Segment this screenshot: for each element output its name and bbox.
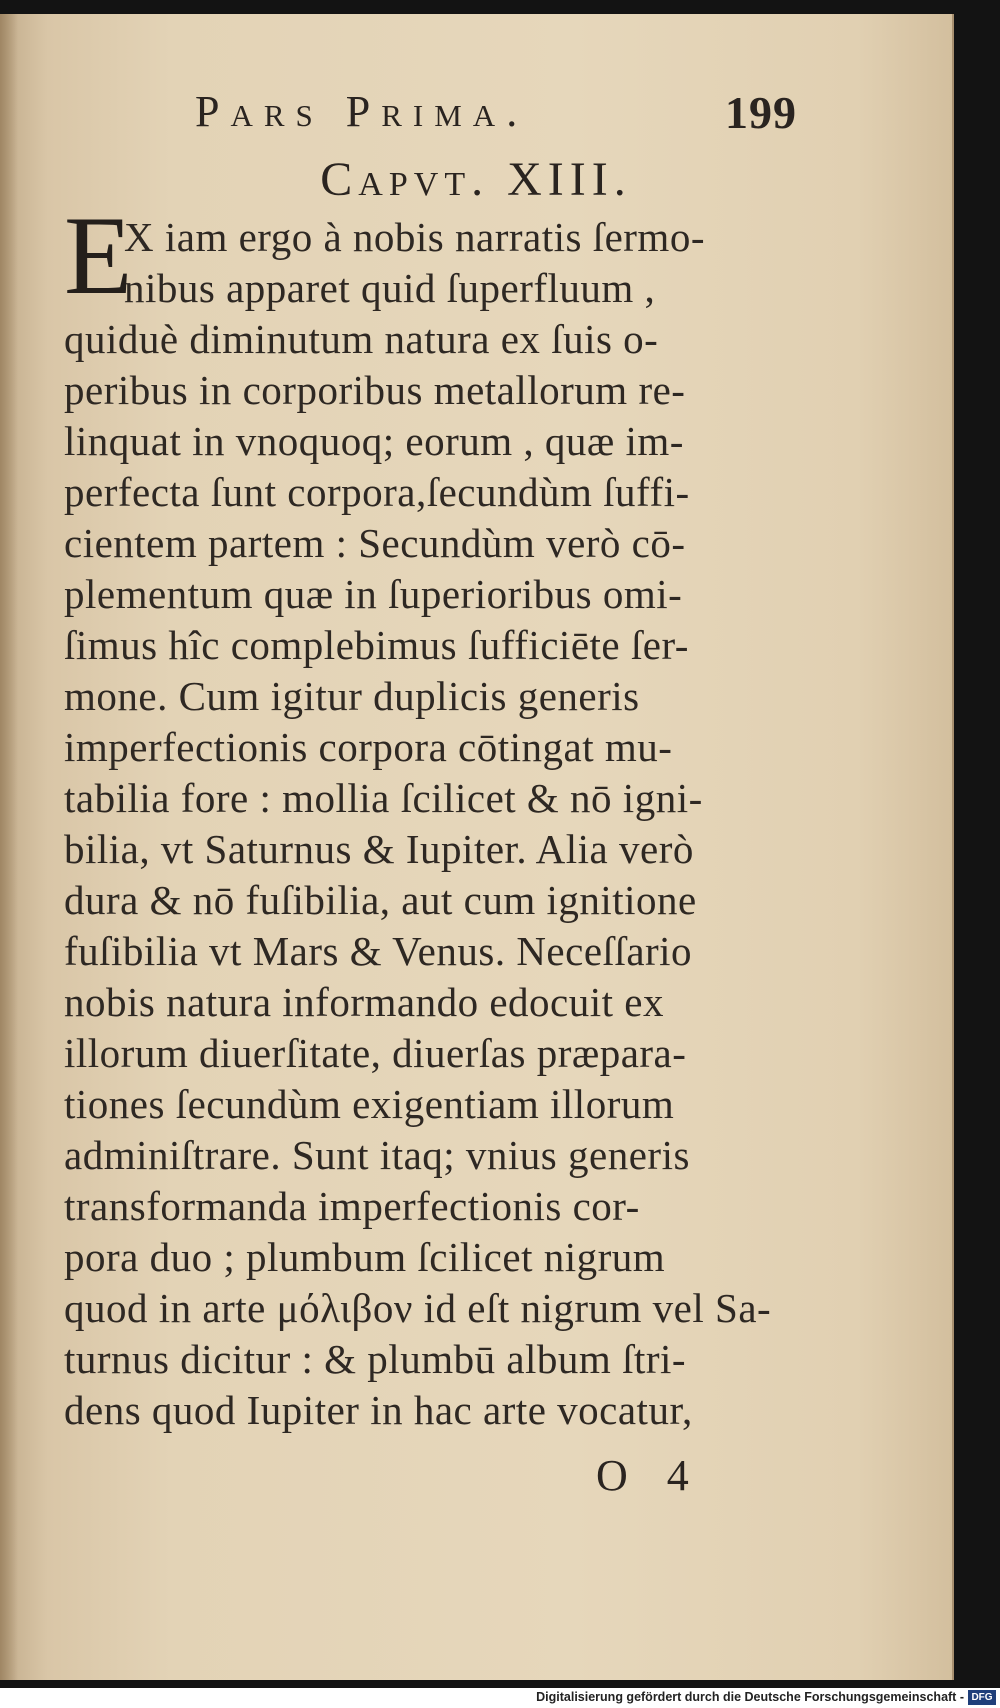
text-line: pora duo ; plumbum ſcilicet nigrum: [64, 1234, 666, 1280]
text-line: nobis natura informando edocuit ex: [64, 979, 664, 1025]
text-line: bilia, vt Saturnus & Iupiter. Alia verò: [64, 826, 694, 872]
text-line: peribus in corporibus metallorum re-: [64, 367, 686, 413]
text-line: X iam ergo à nobis narratis ſermo-: [124, 214, 705, 260]
text-line: fuſibilia vt Mars & Venus. Neceſſario: [64, 928, 693, 974]
text-line: transformanda imperfectionis cor-: [64, 1183, 640, 1229]
dfg-logo[interactable]: DFG: [968, 1690, 996, 1705]
signature-mark: O 4: [596, 1451, 703, 1500]
text-line: dura & nō fuſibilia, aut cum ignitione: [64, 877, 697, 923]
chapter-heading: Capvt. XIII.: [320, 153, 632, 206]
text-line: perfecta ſunt corpora,ſecundùm ſuffi-: [64, 469, 690, 515]
text-line: quod in arte μόλιβον id eſt nigrum vel Sa-: [64, 1285, 772, 1331]
running-head-title: Pars Prima.: [195, 87, 529, 136]
text-line: mone. Cum igitur duplicis generis: [64, 673, 640, 719]
book-page: [0, 14, 954, 1680]
body-text: [64, 194, 804, 1436]
running-head: [195, 86, 815, 156]
text-line: tabilia fore : mollia ſcilicet & nō igni-: [64, 775, 703, 821]
text-line: adminiſtrare. Sunt itaq; vnius generis: [64, 1132, 690, 1178]
text-line: linquat in vnoquoq; eorum , quæ im-: [64, 418, 684, 464]
text-line: ſimus hîc complebimus ſufficiēte ſer-: [64, 622, 689, 668]
digitization-footer: [0, 1688, 1000, 1708]
text-line: cientem partem : Secundùm verò cō-: [64, 520, 686, 566]
text-line: turnus dicitur : & plumbū album ſtri-: [64, 1336, 687, 1382]
text-line: illorum diuerſitate, diuerſas præpara-: [64, 1030, 687, 1076]
text-line: plementum quæ in ſuperioribus omi-: [64, 571, 683, 617]
text-line: quiduè diminutum natura ex ſuis o-: [64, 316, 659, 362]
page-gutter-shadow: [0, 14, 18, 1680]
drop-cap-initial: E: [64, 194, 133, 318]
text-line: dens quod Iupiter in hac arte vocatur,: [64, 1387, 693, 1433]
page-number: 199: [725, 87, 797, 138]
text-line: tiones ſecundùm exigentiam illorum: [64, 1081, 675, 1127]
funding-credit: Digitalisierung gefördert durch die Deutsche Forschungsgemeinschaft -: [536, 1690, 964, 1704]
text-line: nibus apparet quid ſuperfluum ,: [124, 265, 656, 311]
text-line: imperfectionis corpora cōtingat mu-: [64, 724, 673, 770]
